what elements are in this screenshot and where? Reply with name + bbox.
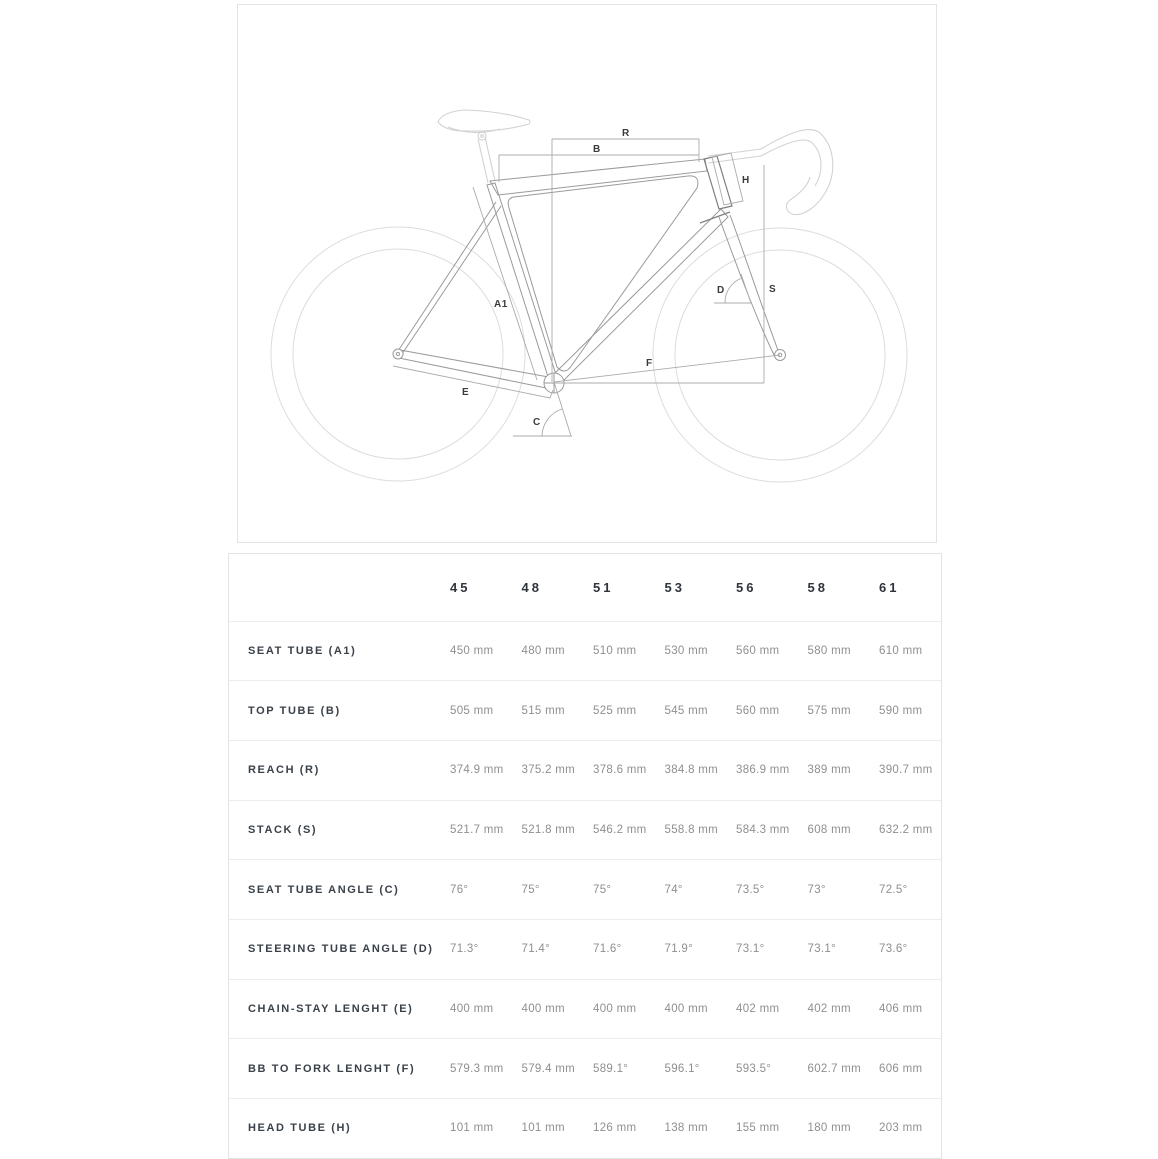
seatpost xyxy=(478,137,495,183)
seat-tube xyxy=(487,183,558,383)
value-cell: 138 mm xyxy=(664,1122,708,1135)
value-cell: 610 mm xyxy=(879,644,923,657)
components xyxy=(438,110,833,215)
row-label: SEAT TUBE (A1) xyxy=(248,644,357,657)
saddle-rail xyxy=(448,127,500,133)
row-label: CHAIN-STAY LENGHT (E) xyxy=(248,1002,414,1015)
value-cell: 530 mm xyxy=(664,644,708,657)
value-cell: 101 mm xyxy=(450,1122,494,1135)
handlebar-inner xyxy=(761,140,821,186)
value-cell: 71.6° xyxy=(593,943,622,956)
value-cell: 450 mm xyxy=(450,644,494,657)
value-cell: 525 mm xyxy=(593,704,637,717)
value-cell: 400 mm xyxy=(664,1002,708,1015)
label-bb-fork: F xyxy=(646,358,653,369)
value-cell: 560 mm xyxy=(736,704,780,717)
size-header-row xyxy=(229,554,941,621)
value-cell: 101 mm xyxy=(521,1122,565,1135)
value-cell: 73.6° xyxy=(879,943,908,956)
table-row xyxy=(229,621,941,681)
seat-angle-construction xyxy=(513,382,572,436)
label-seat-angle: C xyxy=(533,417,541,428)
value-cell: 73° xyxy=(807,883,826,896)
label-chainstay: E xyxy=(462,387,470,398)
size-header: 58 xyxy=(807,579,828,595)
value-cell: 480 mm xyxy=(521,644,565,657)
value-cell: 71.4° xyxy=(521,943,550,956)
value-cell: 546.2 mm xyxy=(593,823,647,836)
size-header: 56 xyxy=(736,579,757,595)
frame xyxy=(398,159,779,389)
size-header: 48 xyxy=(521,579,542,595)
value-cell: 589.1° xyxy=(593,1062,629,1075)
value-cell: 400 mm xyxy=(521,1002,565,1015)
table-row xyxy=(229,919,941,979)
down-tube xyxy=(550,209,728,386)
value-cell: 71.3° xyxy=(450,943,479,956)
fork-crown xyxy=(700,212,730,223)
value-cell: 73.5° xyxy=(736,883,765,896)
value-cell: 389 mm xyxy=(807,764,851,777)
table-row xyxy=(229,1038,941,1098)
value-cell: 521.8 mm xyxy=(521,823,576,836)
row-label: STEERING TUBE ANGLE (D) xyxy=(248,943,434,956)
value-cell: 390.7 mm xyxy=(879,764,933,777)
value-cell: 386.9 mm xyxy=(736,764,790,777)
geometry-table xyxy=(228,553,942,1159)
value-cell: 203 mm xyxy=(879,1122,923,1135)
value-cell: 596.1° xyxy=(664,1062,700,1075)
value-cell: 75° xyxy=(593,883,612,896)
value-cell: 384.8 mm xyxy=(664,764,719,777)
value-cell: 515 mm xyxy=(521,704,565,717)
value-cell: 632.2 mm xyxy=(879,823,933,836)
handlebar-drop xyxy=(761,130,833,215)
value-cell: 374.9 mm xyxy=(450,764,504,777)
value-cell: 73.1° xyxy=(807,943,836,956)
value-cell: 575 mm xyxy=(807,704,851,717)
label-steering-angle: D xyxy=(717,285,725,296)
value-cell: 155 mm xyxy=(736,1122,780,1135)
value-cell: 75° xyxy=(521,883,540,896)
size-header: 53 xyxy=(664,579,685,595)
value-cell: 73.1° xyxy=(736,943,765,956)
chainstay-length-line xyxy=(393,366,553,398)
label-head-tube: H xyxy=(742,175,750,186)
table-row xyxy=(229,859,941,919)
seatpost-clamp-bolt xyxy=(481,135,484,138)
row-label: HEAD TUBE (H) xyxy=(248,1122,352,1135)
table-row xyxy=(229,680,941,740)
size-header: 61 xyxy=(879,579,900,595)
size-header: 51 xyxy=(593,579,614,595)
value-cell: 126 mm xyxy=(593,1122,637,1135)
row-label: TOP TUBE (B) xyxy=(248,704,341,717)
value-cell: 590 mm xyxy=(879,704,923,717)
label-reach: R xyxy=(622,128,630,139)
value-cell: 378.6 mm xyxy=(593,764,647,777)
value-cell: 400 mm xyxy=(593,1002,637,1015)
value-cell: 580 mm xyxy=(807,644,851,657)
row-label: SEAT TUBE ANGLE (C) xyxy=(248,883,400,896)
table-row xyxy=(229,800,941,860)
size-header: 45 xyxy=(450,579,471,595)
label-stack: S xyxy=(769,284,777,295)
value-cell: 510 mm xyxy=(593,644,637,657)
bb-to-fork-line xyxy=(554,355,780,382)
stack-lines xyxy=(554,165,764,383)
value-cell: 71.9° xyxy=(664,943,693,956)
row-label: STACK (S) xyxy=(248,823,318,836)
value-cell: 545 mm xyxy=(664,704,708,717)
value-cell: 74° xyxy=(664,883,683,896)
value-cell: 584.3 mm xyxy=(736,823,790,836)
value-cell: 560 mm xyxy=(736,644,780,657)
label-seat-tube: A1 xyxy=(494,299,508,310)
value-cell: 505 mm xyxy=(450,704,494,717)
table-row xyxy=(229,740,941,800)
value-cell: 400 mm xyxy=(450,1002,494,1015)
table-body xyxy=(229,621,941,1158)
value-cell: 402 mm xyxy=(807,1002,851,1015)
value-cell: 76° xyxy=(450,883,469,896)
value-cell: 521.7 mm xyxy=(450,823,504,836)
top-tube xyxy=(490,159,707,195)
value-cell: 558.8 mm xyxy=(664,823,719,836)
label-top-tube: B xyxy=(593,144,601,155)
value-cell: 579.4 mm xyxy=(521,1062,576,1075)
value-cell: 602.7 mm xyxy=(807,1062,862,1075)
bike-geometry-diagram-panel xyxy=(237,4,937,543)
bike-geometry-diagram xyxy=(238,5,936,542)
value-cell: 608 mm xyxy=(807,823,851,836)
value-cell: 593.5° xyxy=(736,1062,772,1075)
value-cell: 72.5° xyxy=(879,883,908,896)
value-cell: 406 mm xyxy=(879,1002,923,1015)
value-cell: 579.3 mm xyxy=(450,1062,504,1075)
row-label: BB TO FORK LENGHT (F) xyxy=(248,1062,416,1075)
value-cell: 606 mm xyxy=(879,1062,923,1075)
head-area xyxy=(700,156,732,223)
row-label: REACH (R) xyxy=(248,764,320,777)
table-row xyxy=(229,979,941,1039)
rear-axle xyxy=(396,352,399,355)
value-cell: 375.2 mm xyxy=(521,764,576,777)
seatpost-clamp xyxy=(478,132,486,140)
value-cell: 180 mm xyxy=(807,1122,851,1135)
table-row xyxy=(229,1098,941,1158)
value-cell: 402 mm xyxy=(736,1002,780,1015)
